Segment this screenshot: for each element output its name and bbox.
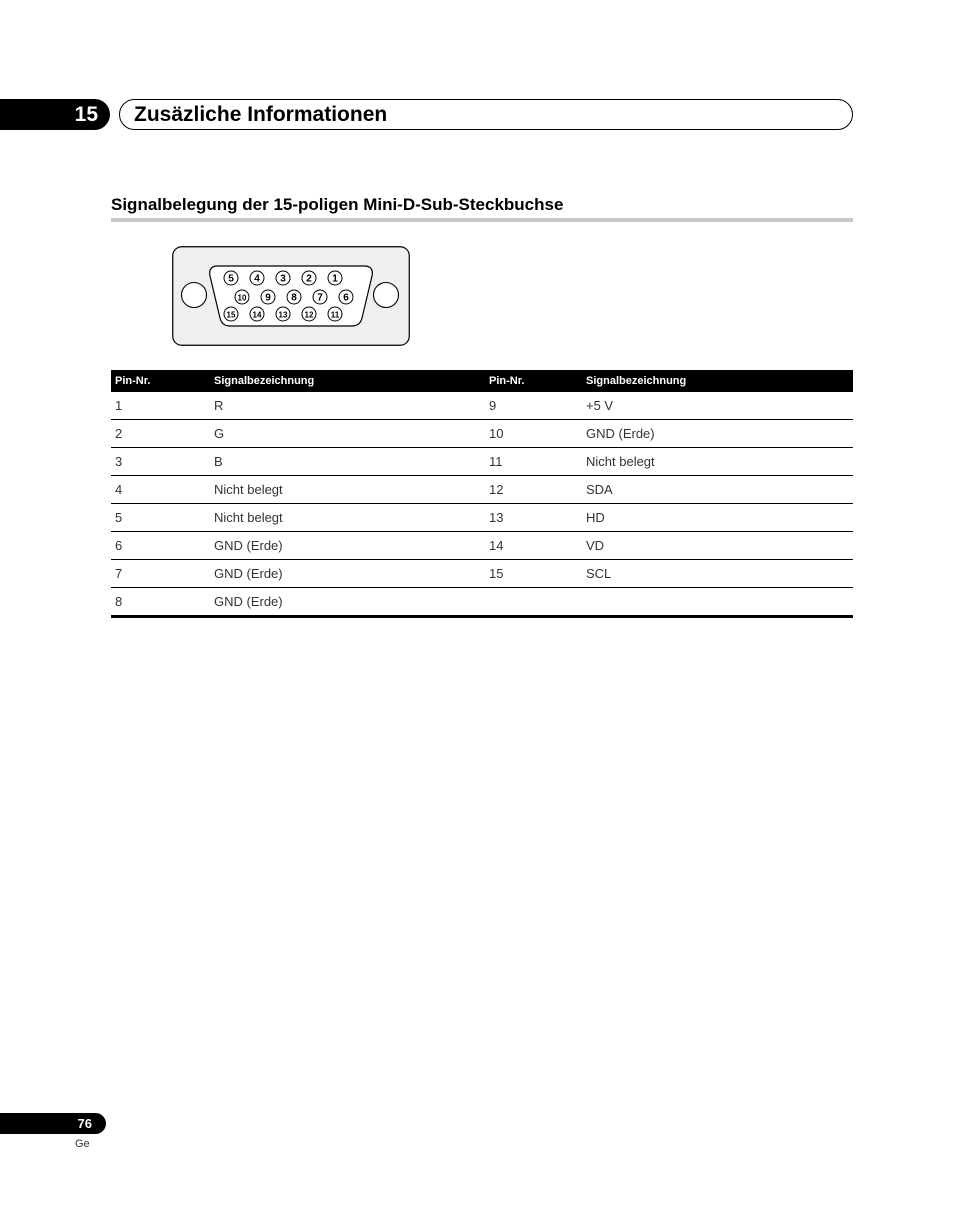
pin-number: 1: [111, 392, 210, 420]
signal-name: GND (Erde): [210, 560, 485, 588]
mounting-hole-right: [374, 283, 399, 308]
pin-number: 11: [485, 448, 582, 476]
signal-name: G: [210, 420, 485, 448]
d-sub-connector-diagram: [172, 246, 410, 346]
pin-9-label: 9: [265, 292, 271, 304]
table-row: [111, 448, 853, 476]
signal-name: [582, 588, 853, 617]
pin-number: 9: [485, 392, 582, 420]
signal-name: Nicht belegt: [210, 504, 485, 532]
chapter-number: 15: [74, 103, 98, 126]
language-code: Ge: [75, 1138, 90, 1150]
signal-name: R: [210, 392, 485, 420]
section-divider: [111, 218, 853, 222]
pin-1-label: 1: [332, 273, 338, 285]
page-number-tab: [0, 1113, 106, 1134]
pin-number: 15: [485, 560, 582, 588]
pin-15-label: 15: [226, 310, 236, 320]
mounting-hole-left: [182, 283, 207, 308]
signal-name: Nicht belegt: [582, 448, 853, 476]
pin-number: 7: [111, 560, 210, 588]
pin-number: 3: [111, 448, 210, 476]
pin-number: 8: [111, 588, 210, 617]
table-row: [111, 392, 853, 420]
signal-name: SCL: [582, 560, 853, 588]
section-heading: Signalbelegung der 15-poligen Mini-D-Sub-Steckbuchse: [111, 195, 564, 214]
header-signal-right: Signalbezeichnung: [582, 370, 853, 392]
table-row: [111, 588, 853, 617]
header-pin-no-right: Pin-Nr.: [485, 370, 582, 392]
pin-number: 10: [485, 420, 582, 448]
pin-4-label: 4: [254, 273, 260, 285]
signal-name: +5 V: [582, 392, 853, 420]
pin-10-label: 10: [237, 293, 247, 303]
pin-14-label: 14: [252, 310, 262, 320]
pin-8-label: 8: [291, 292, 297, 304]
pin-number: 4: [111, 476, 210, 504]
pin-number: 6: [111, 532, 210, 560]
pin-number: 5: [111, 504, 210, 532]
pin-7-label: 7: [317, 292, 323, 304]
chapter-title-frame: [119, 99, 853, 130]
signal-name: GND (Erde): [582, 420, 853, 448]
header-pin-no-left: Pin-Nr.: [111, 370, 210, 392]
table-row: [111, 420, 853, 448]
signal-name: HD: [582, 504, 853, 532]
pin-number: 14: [485, 532, 582, 560]
signal-name: SDA: [582, 476, 853, 504]
pin-13-label: 13: [278, 310, 288, 320]
pin-number: 12: [485, 476, 582, 504]
table-row: [111, 560, 853, 588]
pin-number: 2: [111, 420, 210, 448]
table-row: [111, 504, 853, 532]
chapter-number-tab: [0, 99, 110, 130]
chapter-title: Zusäzliche Informationen: [134, 103, 388, 126]
pin-11-label: 11: [330, 310, 340, 320]
signal-name: GND (Erde): [210, 588, 485, 617]
signal-name: Nicht belegt: [210, 476, 485, 504]
table-row: [111, 476, 853, 504]
signal-name: GND (Erde): [210, 532, 485, 560]
signal-name: VD: [582, 532, 853, 560]
pin-3-label: 3: [280, 273, 286, 285]
header-signal-left: Signalbezeichnung: [210, 370, 485, 392]
pin-number: [485, 588, 582, 617]
pin-assignment-table: [111, 370, 853, 618]
pin-5-label: 5: [228, 273, 234, 285]
pin-12-label: 12: [304, 310, 314, 320]
pin-6-label: 6: [343, 292, 349, 304]
pin-2-label: 2: [306, 273, 312, 285]
page-number: 76: [77, 1116, 92, 1131]
table-row: [111, 532, 853, 560]
pin-number: 13: [485, 504, 582, 532]
table-header-row: [111, 370, 853, 392]
signal-name: B: [210, 448, 485, 476]
